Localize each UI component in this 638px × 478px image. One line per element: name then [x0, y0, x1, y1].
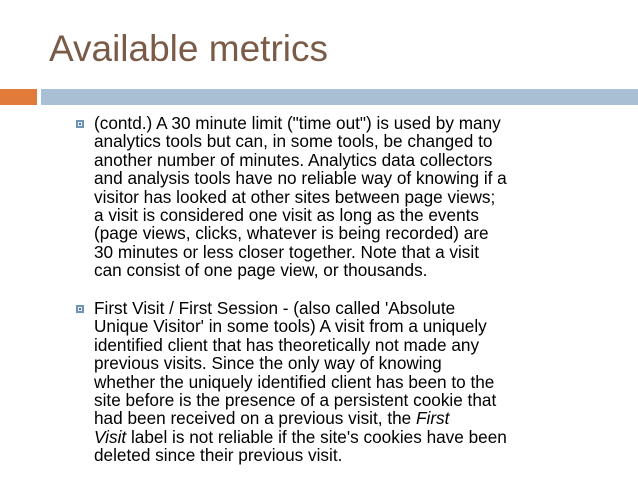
italic-term: Visit: [94, 426, 127, 447]
bullet-text: [94, 114, 624, 280]
bullet-line: (page views, clicks, whatever is being recorded) are: [94, 223, 489, 244]
square-bullet-icon: [76, 120, 84, 128]
italic-term: First: [416, 408, 450, 429]
bullet-line: visitor has looked at other sites between page views;: [94, 186, 496, 207]
bullet-line: can consist of one page view, or thousands.: [94, 260, 428, 281]
bullet-line: site before is the presence of a persistent cookie that: [94, 390, 497, 411]
line-text: had been received on a previous visit, the: [94, 408, 416, 429]
slide-title: Available metrics: [49, 28, 328, 69]
bullet-line: another number of minutes. Analytics data collectors: [94, 149, 493, 170]
bullet-line: previous visits. Since the only way of knowing: [94, 353, 442, 374]
bullet-line: and analysis tools have no reliable way of knowing if a: [94, 168, 507, 189]
square-bullet-icon: [76, 305, 84, 313]
title-rule-accent: [0, 89, 37, 105]
bullet-line: First Visit / First Session - (also called 'Absolute: [94, 298, 456, 318]
bullet-line: [94, 409, 624, 427]
bullet-line: 30 minutes or less closer together. Note that a visit: [94, 241, 479, 262]
bullet-line: whether the uniquely identified client has been to the: [94, 371, 495, 392]
line-text: label is not reliable if the site's cookies have been: [126, 426, 507, 447]
bullet-line: a visit is considered one visit as long as the events: [94, 205, 480, 226]
bullet-line: analytics tools but can, in some tools, be changed to: [94, 131, 493, 152]
title-rule: [41, 89, 638, 105]
bullet-line: Unique Visitor' in some tools) A visit from a uniquely: [94, 316, 487, 337]
bullet-line: deleted since their previous visit.: [94, 445, 343, 466]
bullet-line: identified client that has theoretically not made any: [94, 334, 480, 355]
bullet-text: [94, 299, 624, 465]
bullet-line: [94, 428, 624, 446]
bullet-line: (contd.) A 30 minute limit ("time out") is used by many: [94, 113, 501, 133]
